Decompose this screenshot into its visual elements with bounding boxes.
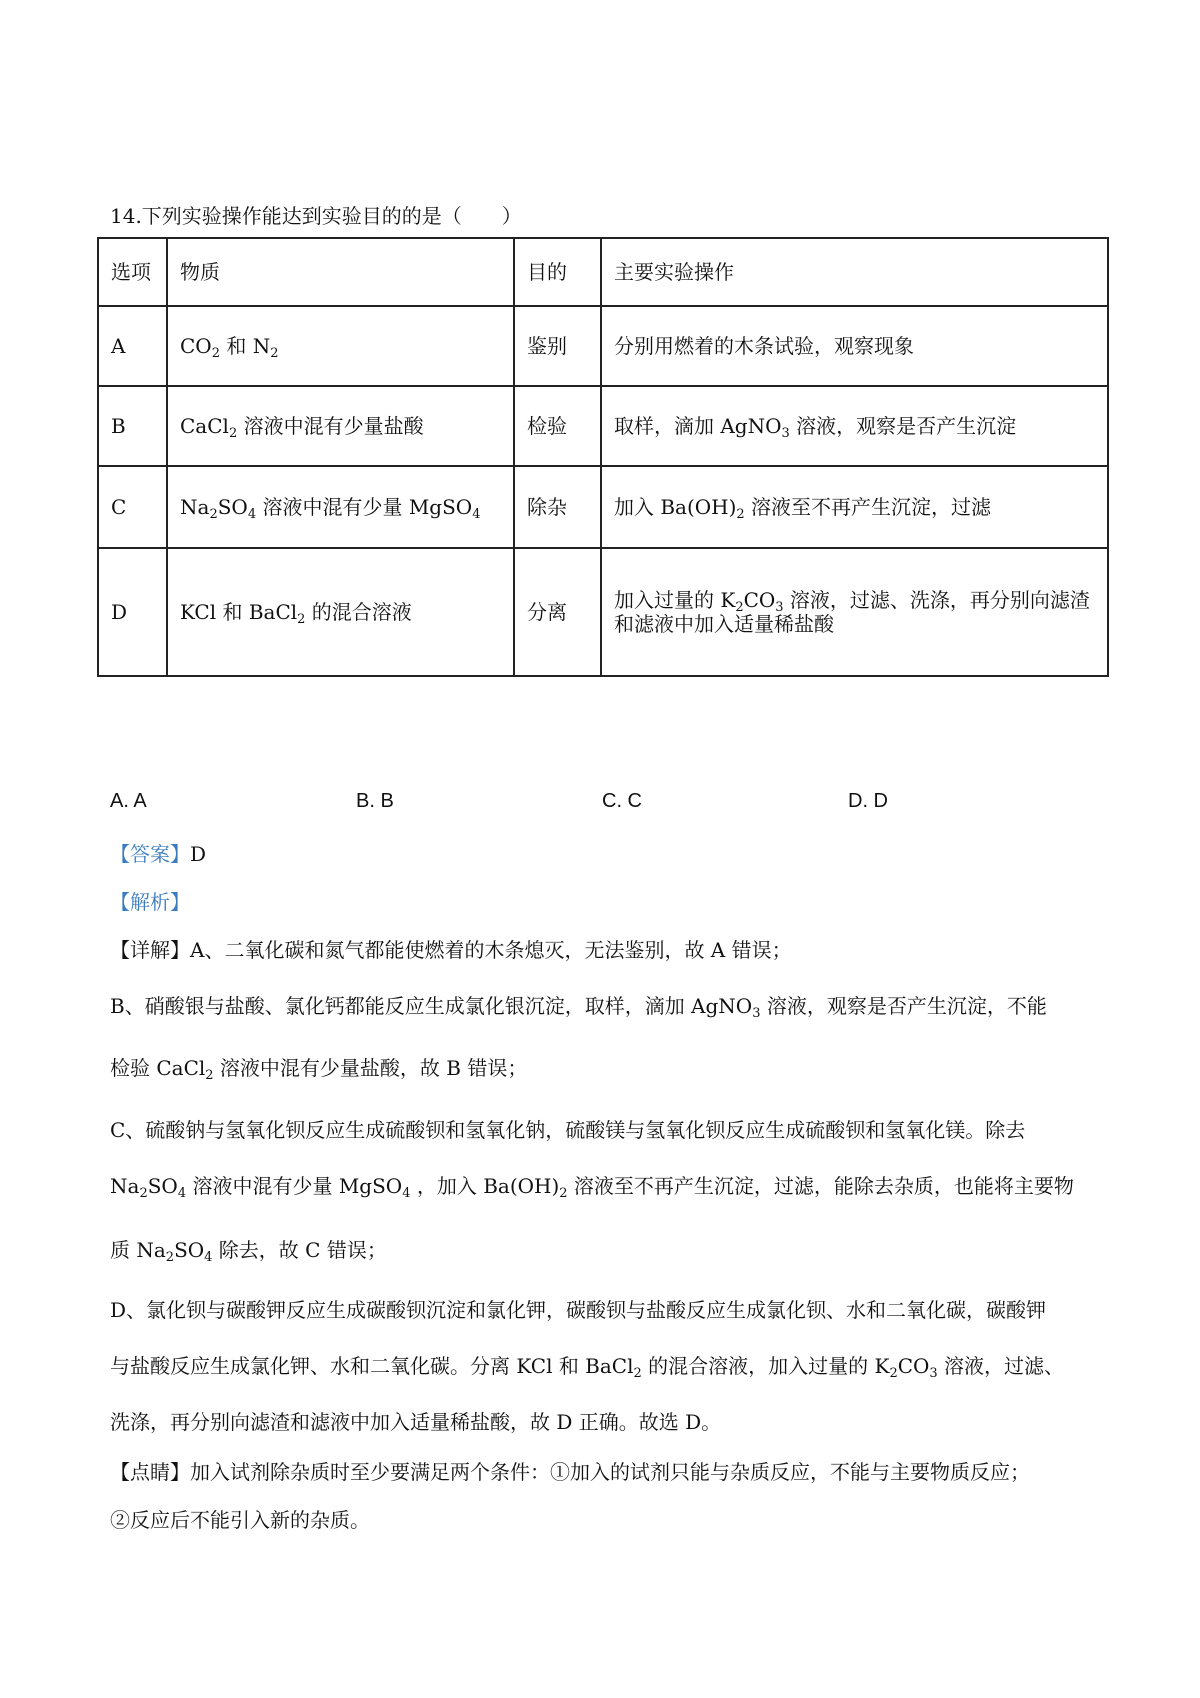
tip-tag: 【点睛】	[110, 1460, 190, 1484]
row-option: C	[98, 466, 167, 548]
detail-line-2: B、硝酸银与盐酸、氯化钙都能反应生成氯化银沉淀，取样，滴加 AgNO$_3$ 溶液，观察是否产生沉淀，不能	[110, 994, 1047, 1021]
analysis-tag: 【解析】	[110, 890, 190, 914]
row-operation: 加入过量的 $K_2CO_3$ 溶液，过滤、洗涤，再分别向滤渣 和滤液中加入适量稀盐酸	[601, 548, 1108, 676]
question-title: 14.下列实验操作能达到实验目的的是（ ）	[110, 204, 522, 228]
row-operation: 取样，滴加 AgNO$_3$ 溶液，观察是否产生沉淀	[601, 386, 1108, 466]
row-substance: KCl 和 BaCl$_2$ 的混合溶液	[167, 548, 514, 676]
tip-line-2: ②反应后不能引入新的杂质。	[110, 1508, 370, 1532]
detail-line-6: 质 $Na_2SO_4$ 除去，故 C 错误；	[110, 1238, 387, 1265]
row-option: B	[98, 386, 167, 466]
header-option: 选项	[98, 238, 167, 306]
choice-b: B. B	[356, 790, 394, 812]
detail-line-5: $Na_2SO_4$ 溶液中混有少量 MgSO$_4$ ，加入 $Ba(OH)_2$ 溶液至不再产生沉淀，过滤，能除去杂质，也能将主要物	[110, 1174, 1074, 1201]
detail-tag: 【详解】	[110, 938, 190, 962]
row-substance: $Na_2SO_4$ 溶液中混有少量 MgSO$_4$	[167, 466, 514, 548]
row-operation: 分别用燃着的木条试验，观察现象	[601, 306, 1108, 386]
choice-c: C. C	[602, 790, 642, 812]
row-purpose: 检验	[514, 386, 601, 466]
row-purpose: 鉴别	[514, 306, 601, 386]
detail-line-1: 【详解】A、二氧化碳和氮气都能使燃着的木条熄灭，无法鉴别，故 A 错误；	[110, 938, 792, 962]
detail-line-9: 洗涤，再分别向滤渣和滤液中加入适量稀盐酸，故 D 正确。故选 D。	[110, 1410, 722, 1434]
row-substance: CaCl$_2$ 溶液中混有少量盐酸	[167, 386, 514, 466]
row-purpose: 除杂	[514, 466, 601, 548]
detail-line-4: C、硫酸钠与氢氧化钡反应生成硫酸钡和氢氧化钠，硫酸镁与氢氧化钡反应生成硫酸钡和氢氧化镁。除去	[110, 1118, 1026, 1142]
answer-line	[110, 838, 206, 867]
detail-line-3: 检验 CaCl$_2$ 溶液中混有少量盐酸，故 B 错误；	[110, 1056, 528, 1083]
detail-line-7: D、氯化钡与碳酸钾反应生成碳酸钡沉淀和氯化钾，碳酸钡与盐酸反应生成氯化钡、水和二氧化碳，碳酸钾	[110, 1298, 1047, 1322]
choice-a: A. A	[110, 790, 147, 812]
tip-line-1: 【点睛】加入试剂除杂质时至少要满足两个条件：①加入的试剂只能与杂质反应，不能与主要物质反应；	[110, 1460, 1030, 1484]
experiment-table	[97, 237, 1109, 677]
table-row	[98, 306, 1108, 386]
row-option: A	[98, 306, 167, 386]
table-row	[98, 466, 1108, 548]
table-row	[98, 548, 1108, 676]
row-purpose: 分离	[514, 548, 601, 676]
row-operation: 加入 $Ba(OH)_2$ 溶液至不再产生沉淀，过滤	[601, 466, 1108, 548]
answer-value: D	[190, 842, 207, 866]
header-purpose: 目的	[514, 238, 601, 306]
table-header-row	[98, 238, 1108, 306]
detail-line-8: 与盐酸反应生成氯化钾、水和二氧化碳。分离 KCl 和 BaCl$_2$ 的混合溶液，加入过量的 $K_2CO_3$ 溶液，过滤、	[110, 1354, 1065, 1381]
row-substance: $CO_2$ 和 $N_2$	[167, 306, 514, 386]
header-substance: 物质	[167, 238, 514, 306]
choice-d: D. D	[848, 790, 888, 812]
table-row	[98, 386, 1108, 466]
answer-tag: 【答案】	[110, 842, 190, 866]
row-option: D	[98, 548, 167, 676]
header-operation: 主要实验操作	[601, 238, 1108, 306]
